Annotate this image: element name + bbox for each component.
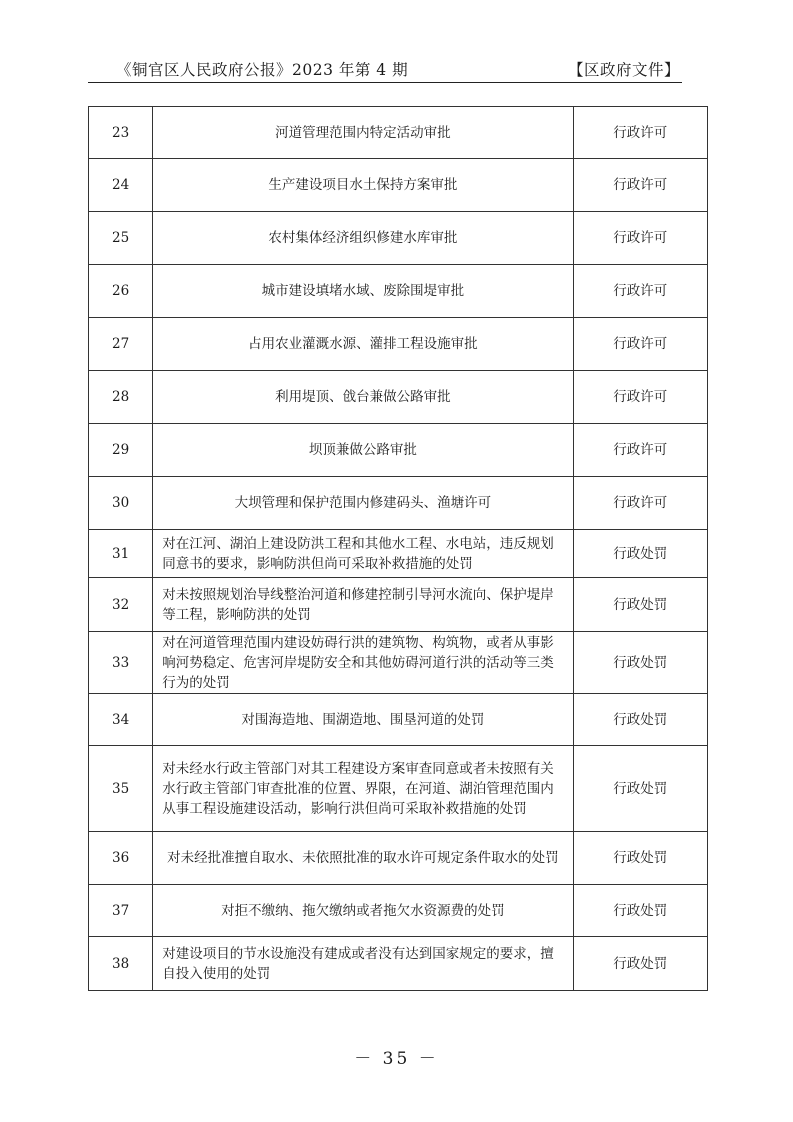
item-name: 占用农业灌溉水源、灌排工程设施审批: [153, 318, 573, 371]
row-number: 23: [89, 107, 153, 159]
row-number: 37: [89, 885, 153, 937]
item-name: 对未经水行政主管部门对其工程建设方案审查同意或者未按照有关水行政主管部门审查批准的位置、界限，在河道、湖泊管理范围内从事工程设施建设活动，影响行洪但尚可采取补救措施的处罚: [153, 746, 573, 832]
item-name: 对在河道管理范围内建设妨碍行洪的建筑物、构筑物，或者从事影响河势稳定、危害河岸堤防安全和其他妨碍河道行洪的活动等三类行为的处罚: [153, 632, 573, 694]
row-number: 25: [89, 212, 153, 265]
table-row: [89, 937, 708, 991]
table-row: [89, 632, 708, 694]
row-number: 31: [89, 530, 153, 578]
item-type: 行政处罚: [573, 578, 707, 632]
table-row: [89, 159, 708, 212]
row-number: 32: [89, 578, 153, 632]
item-type: 行政处罚: [573, 530, 707, 578]
table-row: [89, 746, 708, 832]
table-row: [89, 107, 708, 159]
item-name: 对未按照规划治导线整治河道和修建控制引导河水流向、保护堤岸等工程，影响防洪的处罚: [153, 578, 573, 632]
item-name: 对未经批准擅自取水、未依照批准的取水许可规定条件取水的处罚: [153, 832, 573, 885]
item-type: 行政处罚: [573, 885, 707, 937]
row-number: 38: [89, 937, 153, 991]
table-body: [89, 107, 708, 991]
item-type: 行政许可: [573, 159, 707, 212]
row-number: 34: [89, 694, 153, 746]
row-number: 30: [89, 477, 153, 530]
table-row: [89, 578, 708, 632]
table-row: [89, 832, 708, 885]
item-type: 行政处罚: [573, 694, 707, 746]
page-number: － 35 －: [354, 1049, 439, 1069]
item-type: 行政许可: [573, 371, 707, 424]
table-row: [89, 694, 708, 746]
item-type: 行政处罚: [573, 632, 707, 694]
item-type: 行政许可: [573, 318, 707, 371]
table-row: [89, 212, 708, 265]
row-number: 33: [89, 632, 153, 694]
item-type: 行政处罚: [573, 746, 707, 832]
item-name: 大坝管理和保护范围内修建码头、渔塘许可: [153, 477, 573, 530]
item-name: 河道管理范围内特定活动审批: [153, 107, 573, 159]
item-type: 行政处罚: [573, 832, 707, 885]
power-list-table: [88, 106, 708, 991]
item-name: 对围海造地、围湖造地、围垦河道的处罚: [153, 694, 573, 746]
item-name: 对在江河、湖泊上建设防洪工程和其他水工程、水电站，违反规划同意书的要求，影响防洪但尚可采取补救措施的处罚: [153, 530, 573, 578]
item-type: 行政许可: [573, 212, 707, 265]
item-type: 行政许可: [573, 424, 707, 477]
item-name: 坝顶兼做公路审批: [153, 424, 573, 477]
section-label: 【区政府文件】: [567, 61, 680, 79]
item-name: 利用堤顶、戗台兼做公路审批: [153, 371, 573, 424]
item-type: 行政许可: [573, 477, 707, 530]
item-name: 城市建设填堵水域、废除围堤审批: [153, 265, 573, 318]
table-row: [89, 318, 708, 371]
table-row: [89, 265, 708, 318]
item-name: 对建设项目的节水设施没有建成或者没有达到国家规定的要求，擅自投入使用的处罚: [153, 937, 573, 991]
table-row: [89, 371, 708, 424]
table-row: [89, 530, 708, 578]
item-type: 行政许可: [573, 107, 707, 159]
page-header: [88, 52, 682, 83]
row-number: 29: [89, 424, 153, 477]
item-name: 生产建设项目水土保持方案审批: [153, 159, 573, 212]
row-number: 35: [89, 746, 153, 832]
item-type: 行政处罚: [573, 937, 707, 991]
row-number: 36: [89, 832, 153, 885]
publication-title: 《铜官区人民政府公报》2023 年第 4 期: [116, 61, 409, 79]
table-row: [89, 885, 708, 937]
item-name: 农村集体经济组织修建水库审批: [153, 212, 573, 265]
table-row: [89, 477, 708, 530]
item-type: 行政许可: [573, 265, 707, 318]
row-number: 28: [89, 371, 153, 424]
row-number: 27: [89, 318, 153, 371]
table-row: [89, 424, 708, 477]
item-name: 对拒不缴纳、拖欠缴纳或者拖欠水资源费的处罚: [153, 885, 573, 937]
row-number: 24: [89, 159, 153, 212]
row-number: 26: [89, 265, 153, 318]
